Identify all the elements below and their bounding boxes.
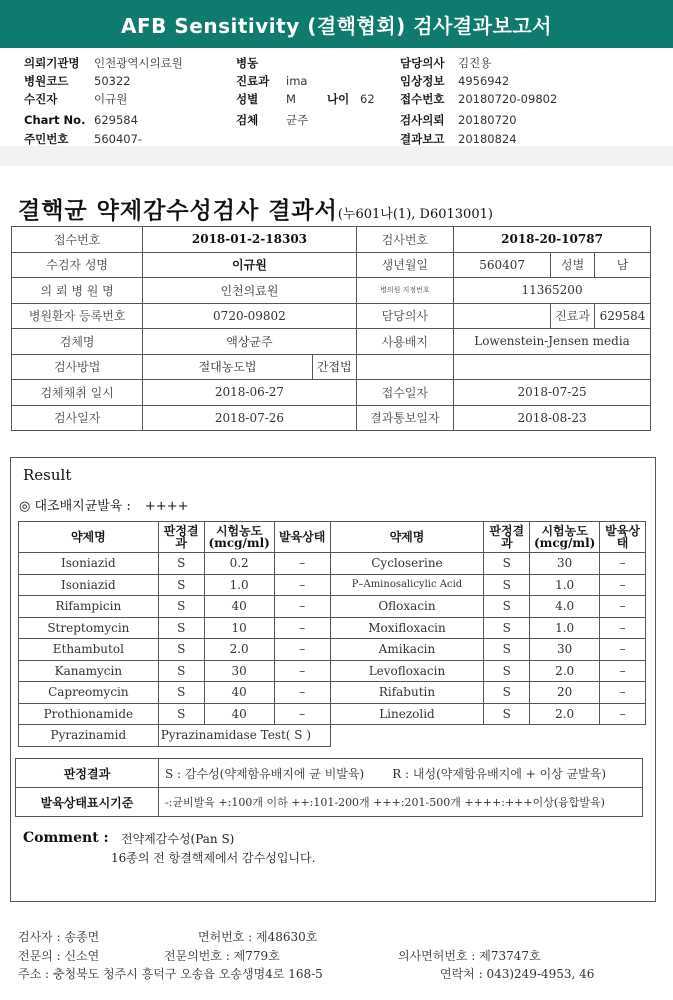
judge-result: S bbox=[158, 639, 204, 661]
growth-status: – bbox=[274, 660, 330, 682]
table-row bbox=[19, 660, 646, 682]
method-value: 간접법 bbox=[312, 354, 356, 380]
info-value: ima bbox=[286, 74, 308, 88]
test-concentration: 1.0 bbox=[530, 574, 600, 596]
field-label: 생년월일 bbox=[356, 252, 453, 278]
report-header bbox=[0, 0, 673, 48]
drug-name: Amikacin bbox=[330, 639, 484, 661]
table-row bbox=[16, 788, 643, 817]
collect-date: 2018-06-27 bbox=[143, 380, 356, 406]
field-label: 검사방법 bbox=[12, 354, 143, 380]
legend-label: 판정결과 bbox=[16, 759, 159, 788]
field-label: 검체채취 일시 bbox=[12, 380, 143, 406]
drug-name: Ethambutol bbox=[19, 639, 159, 661]
judge-result: S bbox=[484, 639, 530, 661]
growth-status: – bbox=[274, 574, 330, 596]
test-concentration: 2.0 bbox=[204, 639, 274, 661]
growth-status: – bbox=[600, 553, 646, 575]
info-label: 의뢰기관명 bbox=[24, 56, 80, 70]
table-row bbox=[12, 227, 651, 253]
test-concentration: 1.0 bbox=[530, 617, 600, 639]
judge-result: S bbox=[158, 596, 204, 618]
growth-status: – bbox=[600, 596, 646, 618]
drug-name: Levofloxacin bbox=[330, 660, 484, 682]
judge-result: S bbox=[158, 553, 204, 575]
info-label: 수진자 bbox=[24, 92, 58, 106]
info-label: 검체 bbox=[236, 113, 259, 127]
field-label: 검사번호 bbox=[356, 227, 453, 253]
judge-result: S bbox=[158, 660, 204, 682]
growth-status: – bbox=[274, 617, 330, 639]
result-title: Result bbox=[23, 466, 72, 484]
info-row bbox=[24, 90, 664, 108]
test-concentration: 2.0 bbox=[530, 703, 600, 725]
receipt-number: 2018-01-2-18303 bbox=[143, 227, 356, 253]
specimen-name: 액상균주 bbox=[143, 329, 356, 355]
table-row bbox=[12, 405, 651, 431]
table-row bbox=[19, 596, 646, 618]
growth-status: – bbox=[600, 574, 646, 596]
patient-name: 이규원 bbox=[143, 252, 356, 278]
control-label: ◎ 대조배지균발육 : bbox=[19, 499, 131, 514]
drug-name: Prothionamide bbox=[19, 703, 159, 725]
test-concentration: 30 bbox=[530, 553, 600, 575]
test-concentration: 40 bbox=[204, 682, 274, 704]
table-row bbox=[12, 252, 651, 278]
address: 주소 : 충청북도 청주시 흥덕구 오송읍 오송생명4로 168-5 bbox=[18, 967, 323, 981]
table-row bbox=[12, 278, 651, 304]
contact: 연락처 : 043)249-4953, 46 bbox=[440, 967, 595, 981]
control-value: ++++ bbox=[144, 499, 189, 514]
growth-status: – bbox=[600, 682, 646, 704]
col-header-growth: 발육상태 bbox=[274, 522, 330, 553]
info-value: 560407- bbox=[94, 132, 143, 146]
culture-medium: Lowenstein-Jensen media bbox=[454, 329, 651, 355]
table-row bbox=[19, 574, 646, 596]
info-value: M bbox=[286, 92, 296, 106]
test-concentration: 40 bbox=[204, 703, 274, 725]
col-header-conc: 시험농도(mcg/ml) bbox=[204, 522, 274, 553]
comment-line: 전약제감수성(Pan S) bbox=[121, 832, 235, 846]
legend-growth-text: -:균비발육 +:100개 이하 ++:101-200개 +++:201-500개 ++++:+++이상(융합발육) bbox=[159, 788, 643, 817]
comment-label: Comment : bbox=[23, 830, 109, 846]
legend-judge-text bbox=[159, 759, 643, 788]
examiner: 검사자 : 송종면 bbox=[18, 930, 100, 944]
drug-name: Rifampicin bbox=[19, 596, 159, 618]
specialist: 전문의 : 신소연 bbox=[18, 949, 100, 963]
growth-status: – bbox=[274, 703, 330, 725]
dept-value: 629584 bbox=[594, 303, 650, 329]
info-value: 50322 bbox=[94, 74, 131, 88]
info-value: 이규원 bbox=[94, 92, 128, 106]
exam-date: 2018-07-26 bbox=[143, 405, 356, 431]
hospital-code: 11365200 bbox=[454, 278, 651, 304]
birth-date: 560407 bbox=[454, 252, 551, 278]
col-header-judge: 판정결과 bbox=[484, 522, 530, 553]
info-value: 629584 bbox=[94, 113, 138, 127]
susceptibility-table bbox=[18, 521, 646, 747]
sex-value: 남 bbox=[594, 252, 650, 278]
growth-status: – bbox=[600, 639, 646, 661]
info-label: 주민번호 bbox=[24, 132, 69, 146]
info-label: 나이 bbox=[327, 92, 350, 106]
col-header-judge: 판정결과 bbox=[158, 522, 204, 553]
field-label: 수검자 성명 bbox=[12, 252, 143, 278]
test-concentration: 0.2 bbox=[204, 553, 274, 575]
field-label: 병의원 지정번호 bbox=[356, 278, 453, 304]
doctor-license: 의사면허번호 : 제73747호 bbox=[398, 949, 541, 963]
test-concentration: 2.0 bbox=[530, 660, 600, 682]
report-title-code: (누601나(1), D6013001) bbox=[337, 207, 493, 222]
field-label: 담당의사 bbox=[356, 303, 453, 329]
test-concentration: 10 bbox=[204, 617, 274, 639]
growth-status: – bbox=[274, 639, 330, 661]
info-label: 임상정보 bbox=[400, 74, 445, 88]
hospital-name: 인천의료원 bbox=[143, 278, 356, 304]
drug-name: Isoniazid bbox=[19, 574, 159, 596]
drug-name: Rifabutin bbox=[330, 682, 484, 704]
info-value: 4956942 bbox=[458, 74, 510, 88]
judge-result: S bbox=[484, 553, 530, 575]
test-concentration: 30 bbox=[530, 639, 600, 661]
info-label: 병원코드 bbox=[24, 74, 69, 88]
col-header-growth: 발육상태 bbox=[600, 522, 646, 553]
field-label: 진료과 bbox=[551, 303, 595, 329]
license-number: 면허번호 : 제48630호 bbox=[198, 930, 318, 944]
judge-result: S bbox=[484, 574, 530, 596]
info-value: 20180824 bbox=[458, 132, 517, 146]
pyrazinamidase-result: Pyrazinamidase Test( S ) bbox=[158, 725, 330, 747]
specimen-info-table bbox=[11, 226, 651, 431]
growth-status: – bbox=[274, 596, 330, 618]
judge-result: S bbox=[484, 703, 530, 725]
scanned-report bbox=[0, 166, 673, 1000]
table-row bbox=[19, 553, 646, 575]
col-header-conc: 시험농도(mcg/ml) bbox=[530, 522, 600, 553]
growth-status: – bbox=[600, 660, 646, 682]
result-section bbox=[10, 457, 656, 902]
table-row bbox=[12, 303, 651, 329]
table-header-row bbox=[19, 522, 646, 553]
info-row bbox=[24, 111, 664, 129]
info-label: 성별 bbox=[236, 92, 259, 106]
drug-name: Moxifloxacin bbox=[330, 617, 484, 639]
info-label: 병동 bbox=[236, 56, 259, 70]
drug-name: Pyrazinamid bbox=[19, 725, 159, 747]
control-growth bbox=[19, 495, 188, 514]
drug-name: Capreomycin bbox=[19, 682, 159, 704]
field-label: 사용배지 bbox=[356, 329, 453, 355]
report-title bbox=[18, 192, 493, 225]
field-label: 접수일자 bbox=[356, 380, 453, 406]
drug-name: P–Aminosalicylic Acid bbox=[330, 574, 484, 596]
exam-number: 2018-20-10787 bbox=[454, 227, 651, 253]
col-header-drug: 약제명 bbox=[19, 522, 159, 553]
judge-result: S bbox=[158, 574, 204, 596]
info-value: 20180720 bbox=[458, 113, 517, 127]
info-label: 담당의사 bbox=[400, 56, 445, 70]
doctor-name bbox=[454, 303, 551, 329]
drug-name: Cycloserine bbox=[330, 553, 484, 575]
legend-r: R : 내성(약제함유배지에 + 이상 균발육) bbox=[392, 766, 607, 781]
drug-name: Kanamycin bbox=[19, 660, 159, 682]
field-label: 의 뢰 병 원 명 bbox=[12, 278, 143, 304]
info-row bbox=[24, 54, 664, 72]
judge-result: S bbox=[158, 703, 204, 725]
info-label: 진료과 bbox=[236, 74, 270, 88]
table-row bbox=[19, 725, 646, 747]
judge-result: S bbox=[484, 596, 530, 618]
table-row bbox=[16, 759, 643, 788]
info-label: 검사의뢰 bbox=[400, 113, 445, 127]
info-value: 인천광역시의료원 bbox=[94, 56, 183, 70]
info-value: 20180720-09802 bbox=[458, 92, 558, 106]
table-row bbox=[19, 703, 646, 725]
info-value: 균주 bbox=[286, 113, 309, 127]
field-label: 병원환자 등록번호 bbox=[12, 303, 143, 329]
drug-name: Ofloxacin bbox=[330, 596, 484, 618]
info-value: 62 bbox=[360, 92, 375, 106]
legend-table bbox=[15, 758, 643, 817]
info-label: 결과보고 bbox=[400, 132, 445, 146]
growth-status: – bbox=[600, 617, 646, 639]
comment-line: 16종의 전 항결핵제에서 감수성입니다. bbox=[111, 851, 316, 865]
judge-result: S bbox=[158, 617, 204, 639]
drug-name: Streptomycin bbox=[19, 617, 159, 639]
test-concentration: 1.0 bbox=[204, 574, 274, 596]
drug-name: Isoniazid bbox=[19, 553, 159, 575]
judge-result: S bbox=[484, 660, 530, 682]
specialist-number: 전문의번호 : 제779호 bbox=[164, 949, 280, 963]
growth-status: – bbox=[274, 682, 330, 704]
growth-status: – bbox=[600, 703, 646, 725]
field-label: 접수번호 bbox=[12, 227, 143, 253]
col-header-drug: 약제명 bbox=[330, 522, 484, 553]
method-value: 절대농도법 bbox=[143, 354, 313, 380]
info-value: 김진용 bbox=[458, 56, 492, 70]
notify-date: 2018-08-23 bbox=[454, 405, 651, 431]
patient-reg-number: 0720-09802 bbox=[143, 303, 356, 329]
drug-name: Linezolid bbox=[330, 703, 484, 725]
growth-status: – bbox=[274, 553, 330, 575]
table-row bbox=[19, 682, 646, 704]
test-concentration: 20 bbox=[530, 682, 600, 704]
table-row bbox=[19, 639, 646, 661]
test-concentration: 40 bbox=[204, 596, 274, 618]
header-title: AFB Sensitivity (결핵협회) 검사결과보고서 bbox=[121, 13, 552, 38]
legend-label: 발육상태표시기준 bbox=[16, 788, 159, 817]
field-label: 검사일자 bbox=[12, 405, 143, 431]
field-label: 결과통보일자 bbox=[356, 405, 453, 431]
table-row bbox=[19, 617, 646, 639]
table-row bbox=[12, 380, 651, 406]
field-label: 검체명 bbox=[12, 329, 143, 355]
receipt-date: 2018-07-25 bbox=[454, 380, 651, 406]
info-row bbox=[24, 72, 664, 90]
field-label: 성별 bbox=[551, 252, 595, 278]
table-row bbox=[12, 329, 651, 355]
legend-s: S : 감수성(약제함유배지에 균 비발육) bbox=[165, 766, 365, 781]
judge-result: S bbox=[484, 682, 530, 704]
judge-result: S bbox=[158, 682, 204, 704]
judge-result: S bbox=[484, 617, 530, 639]
report-title-text: 결핵균 약제감수성검사 결과서 bbox=[18, 197, 338, 224]
test-concentration: 4.0 bbox=[530, 596, 600, 618]
table-row bbox=[12, 354, 651, 380]
test-concentration: 30 bbox=[204, 660, 274, 682]
info-label: 접수번호 bbox=[400, 92, 445, 106]
info-label: Chart No. bbox=[24, 113, 86, 127]
section-divider bbox=[0, 146, 673, 166]
